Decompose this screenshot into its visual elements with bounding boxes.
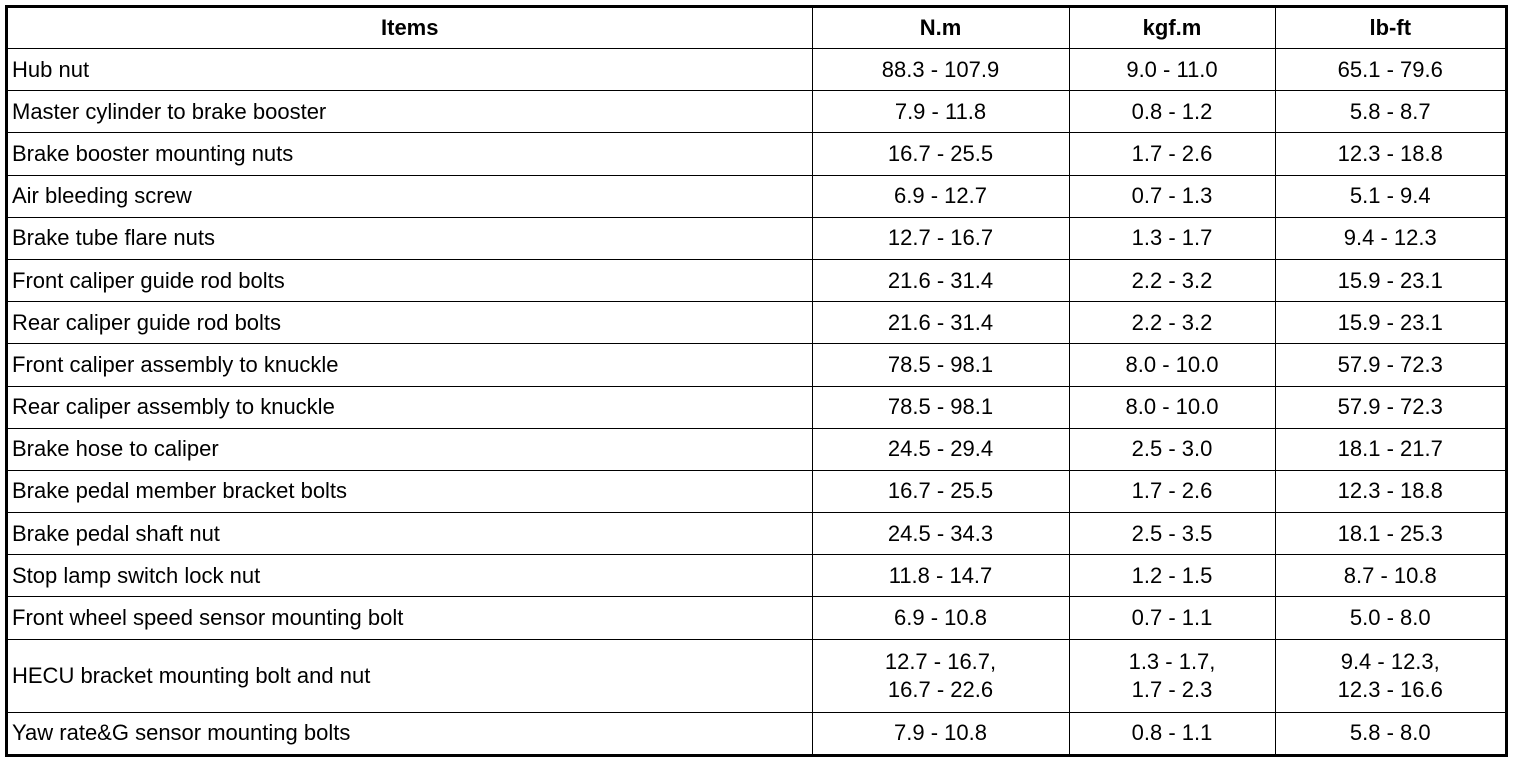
kgfm-cell: 8.0 - 10.0 [1069, 386, 1275, 428]
kgfm-cell: 1.7 - 2.6 [1069, 470, 1275, 512]
lbft-cell: 18.1 - 21.7 [1275, 428, 1505, 470]
kgfm-cell: 8.0 - 10.0 [1069, 344, 1275, 386]
nm-cell: 21.6 - 31.4 [812, 302, 1069, 344]
table-row [8, 49, 1505, 91]
lbft-cell: 9.4 - 12.3 [1275, 217, 1505, 259]
header-nm: N.m [812, 8, 1069, 49]
table-row [8, 259, 1505, 301]
kgfm-cell: 0.7 - 1.3 [1069, 175, 1275, 217]
kgfm-cell: 2.2 - 3.2 [1069, 259, 1275, 301]
table-row [8, 175, 1505, 217]
nm-cell: 16.7 - 25.5 [812, 133, 1069, 175]
table-row [8, 639, 1505, 712]
nm-cell: 88.3 - 107.9 [812, 49, 1069, 91]
header-kgfm: kgf.m [1069, 8, 1275, 49]
table-row [8, 91, 1505, 133]
table-row [8, 344, 1505, 386]
nm-cell: 6.9 - 10.8 [812, 597, 1069, 639]
nm-cell: 12.7 - 16.7 [812, 217, 1069, 259]
item-cell: Brake booster mounting nuts [8, 133, 812, 175]
table-row [8, 712, 1505, 754]
kgfm-cell: 1.2 - 1.5 [1069, 555, 1275, 597]
item-cell: Brake hose to caliper [8, 428, 812, 470]
header-lbft: lb-ft [1275, 8, 1505, 49]
header-items: Items [8, 8, 812, 49]
kgfm-cell: 1.3 - 1.7 [1069, 217, 1275, 259]
nm-cell: 7.9 - 10.8 [812, 712, 1069, 754]
lbft-cell: 15.9 - 23.1 [1275, 302, 1505, 344]
lbft-cell: 9.4 - 12.3, 12.3 - 16.6 [1275, 639, 1505, 712]
torque-spec-table [8, 8, 1505, 754]
nm-cell: 24.5 - 29.4 [812, 428, 1069, 470]
torque-spec-table-frame [5, 5, 1508, 757]
item-cell: HECU bracket mounting bolt and nut [8, 639, 812, 712]
lbft-cell: 5.8 - 8.0 [1275, 712, 1505, 754]
kgfm-cell: 1.3 - 1.7, 1.7 - 2.3 [1069, 639, 1275, 712]
table-row [8, 217, 1505, 259]
lbft-cell: 5.8 - 8.7 [1275, 91, 1505, 133]
kgfm-cell: 2.5 - 3.5 [1069, 513, 1275, 555]
table-row [8, 428, 1505, 470]
kgfm-cell: 1.7 - 2.6 [1069, 133, 1275, 175]
item-cell: Front wheel speed sensor mounting bolt [8, 597, 812, 639]
nm-cell: 16.7 - 25.5 [812, 470, 1069, 512]
item-cell: Yaw rate&G sensor mounting bolts [8, 712, 812, 754]
lbft-cell: 5.1 - 9.4 [1275, 175, 1505, 217]
kgfm-cell: 0.7 - 1.1 [1069, 597, 1275, 639]
item-cell: Air bleeding screw [8, 175, 812, 217]
item-cell: Master cylinder to brake booster [8, 91, 812, 133]
nm-cell: 78.5 - 98.1 [812, 344, 1069, 386]
lbft-cell: 12.3 - 18.8 [1275, 470, 1505, 512]
table-row [8, 513, 1505, 555]
item-cell: Hub nut [8, 49, 812, 91]
kgfm-cell: 0.8 - 1.1 [1069, 712, 1275, 754]
lbft-cell: 65.1 - 79.6 [1275, 49, 1505, 91]
item-cell: Brake tube flare nuts [8, 217, 812, 259]
lbft-cell: 8.7 - 10.8 [1275, 555, 1505, 597]
nm-cell: 12.7 - 16.7, 16.7 - 22.6 [812, 639, 1069, 712]
kgfm-cell: 0.8 - 1.2 [1069, 91, 1275, 133]
table-row [8, 386, 1505, 428]
lbft-cell: 5.0 - 8.0 [1275, 597, 1505, 639]
lbft-cell: 12.3 - 18.8 [1275, 133, 1505, 175]
lbft-cell: 57.9 - 72.3 [1275, 386, 1505, 428]
nm-cell: 21.6 - 31.4 [812, 259, 1069, 301]
table-row [8, 470, 1505, 512]
table-row [8, 597, 1505, 639]
item-cell: Brake pedal shaft nut [8, 513, 812, 555]
kgfm-cell: 2.5 - 3.0 [1069, 428, 1275, 470]
item-cell: Front caliper guide rod bolts [8, 259, 812, 301]
lbft-cell: 57.9 - 72.3 [1275, 344, 1505, 386]
item-cell: Rear caliper guide rod bolts [8, 302, 812, 344]
item-cell: Rear caliper assembly to knuckle [8, 386, 812, 428]
item-cell: Front caliper assembly to knuckle [8, 344, 812, 386]
kgfm-cell: 9.0 - 11.0 [1069, 49, 1275, 91]
item-cell: Brake pedal member bracket bolts [8, 470, 812, 512]
nm-cell: 6.9 - 12.7 [812, 175, 1069, 217]
lbft-cell: 18.1 - 25.3 [1275, 513, 1505, 555]
kgfm-cell: 2.2 - 3.2 [1069, 302, 1275, 344]
item-cell: Stop lamp switch lock nut [8, 555, 812, 597]
table-row [8, 133, 1505, 175]
table-row [8, 302, 1505, 344]
table-row [8, 555, 1505, 597]
nm-cell: 7.9 - 11.8 [812, 91, 1069, 133]
nm-cell: 11.8 - 14.7 [812, 555, 1069, 597]
nm-cell: 24.5 - 34.3 [812, 513, 1069, 555]
table-header-row [8, 8, 1505, 49]
lbft-cell: 15.9 - 23.1 [1275, 259, 1505, 301]
nm-cell: 78.5 - 98.1 [812, 386, 1069, 428]
